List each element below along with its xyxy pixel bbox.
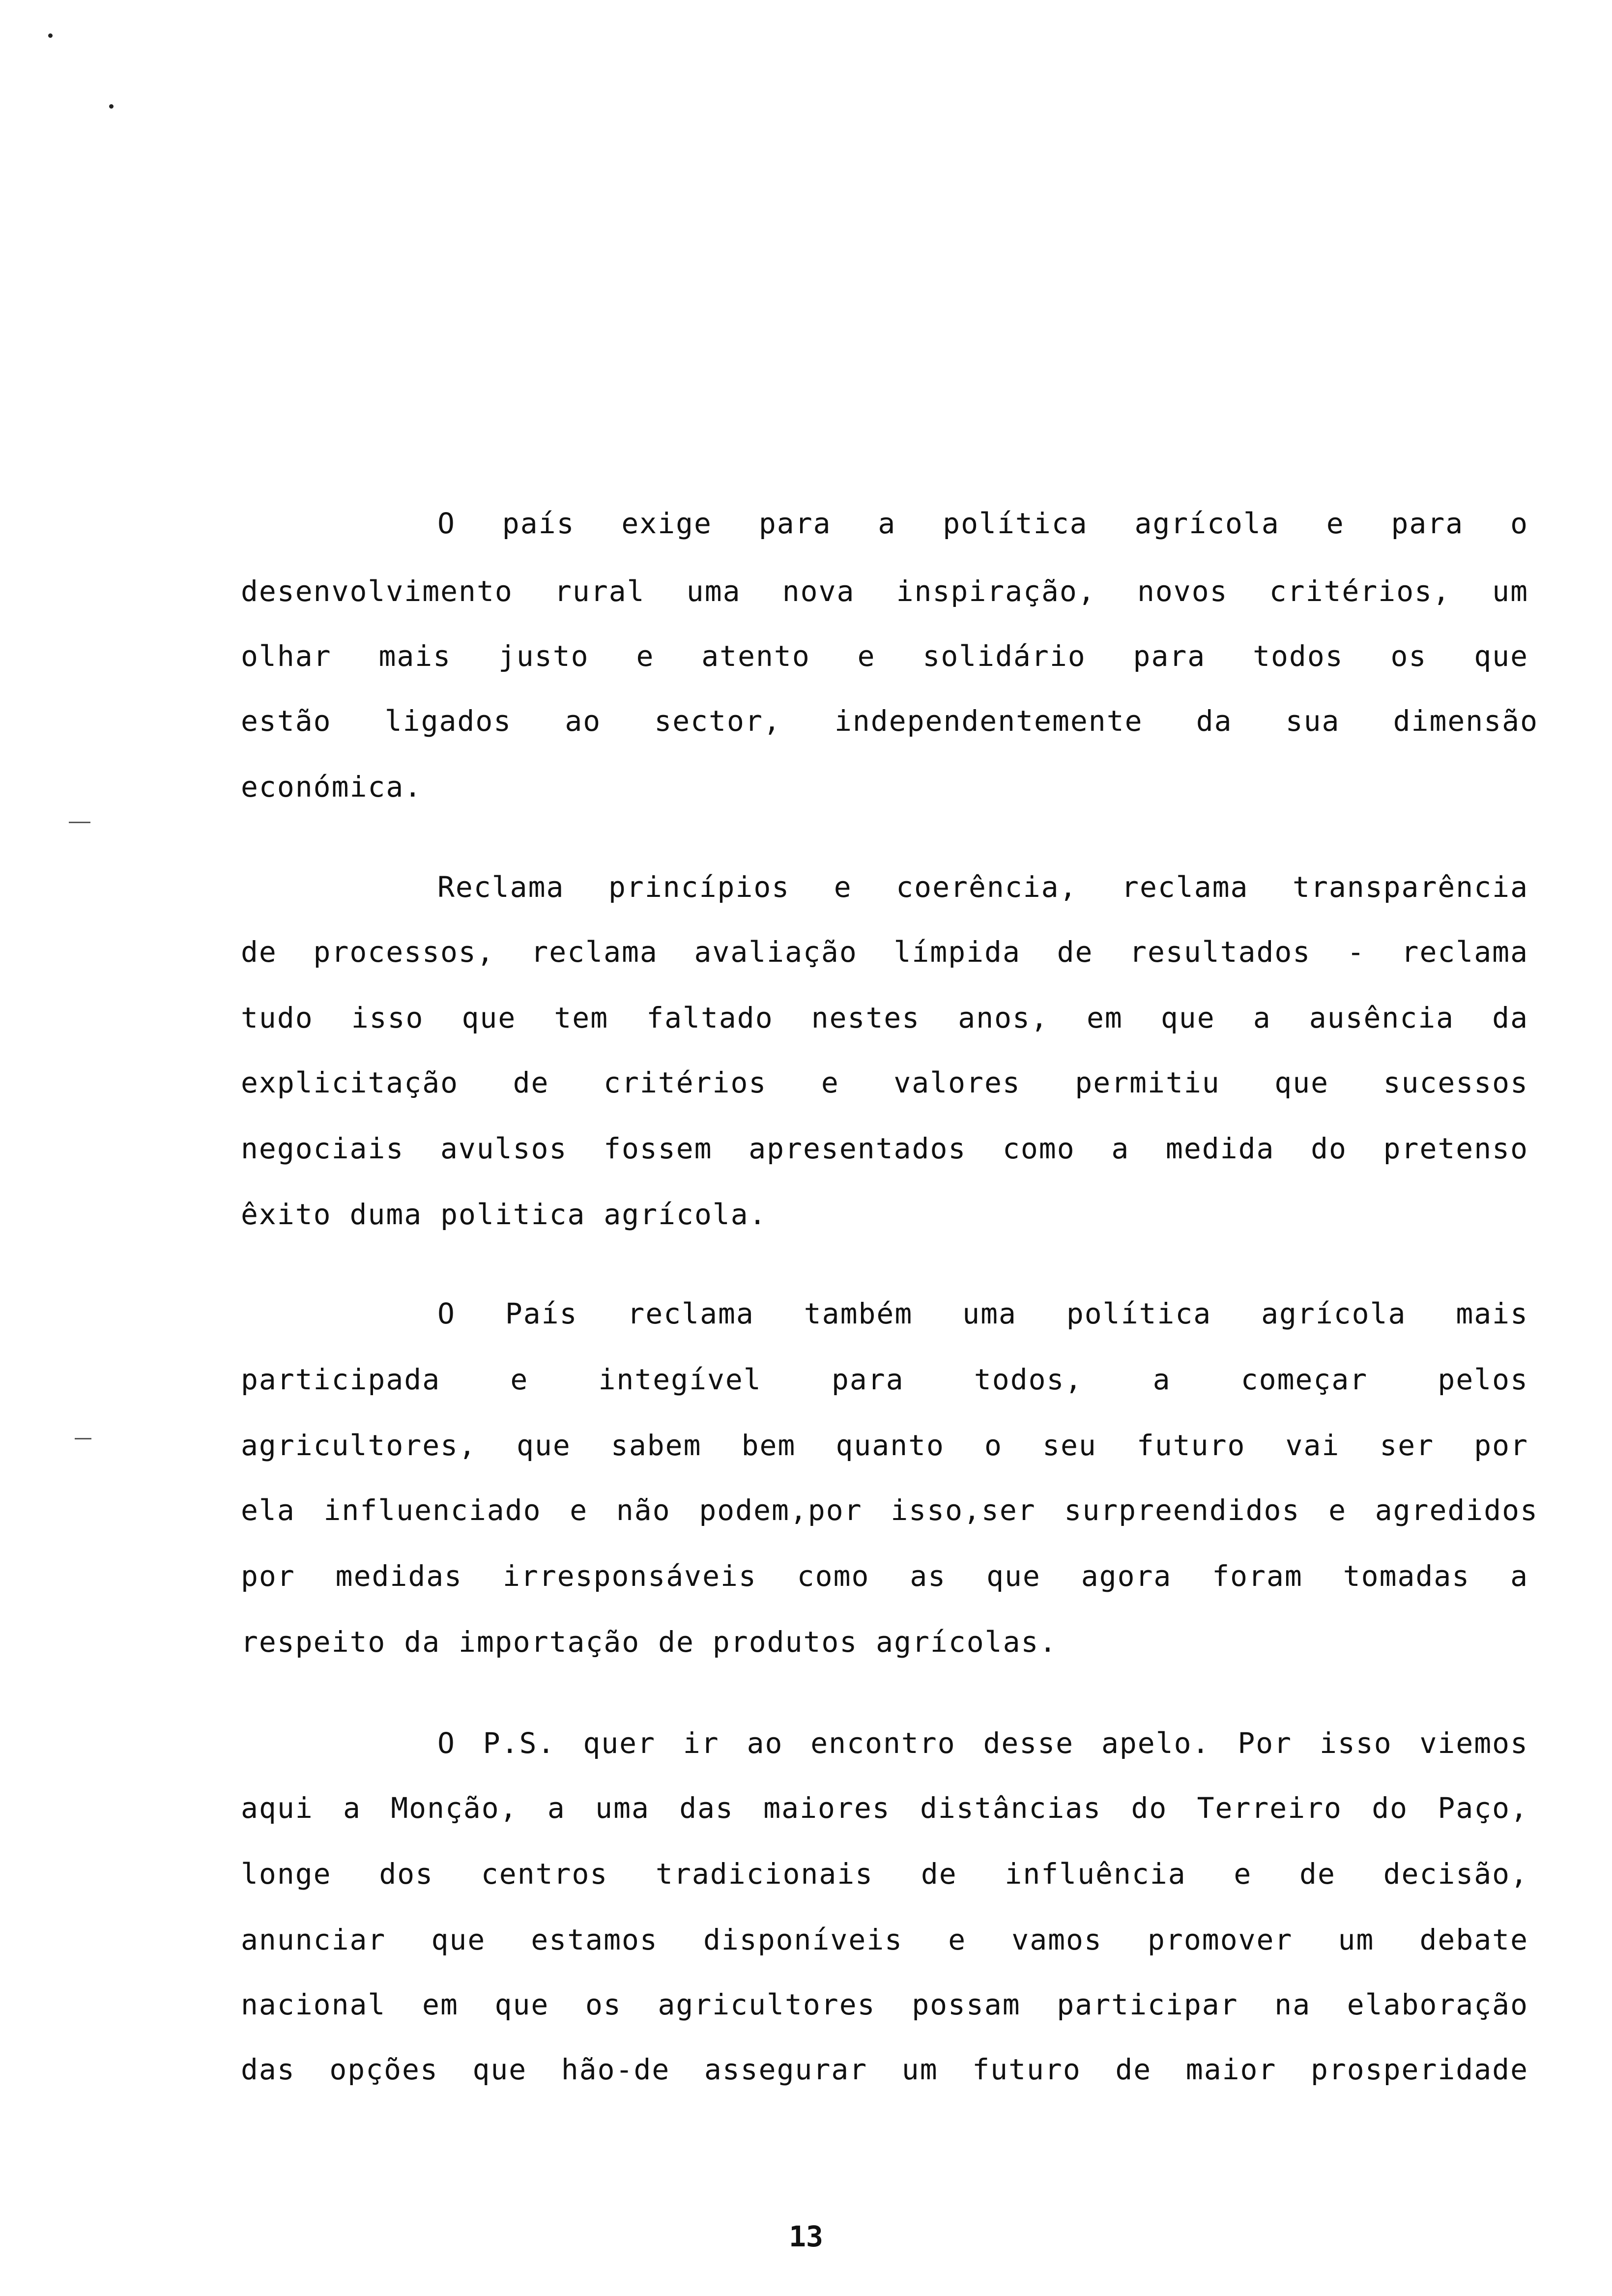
paragraph-3-line-5: por medidas irresponsáveis como as que agora foram tomadas a	[241, 1559, 1528, 1593]
paragraph-3-line-2: participada e integível para todos, a começar pelos	[241, 1363, 1528, 1396]
scan-speck	[48, 33, 53, 38]
paragraph-3-line-6: respeito da importação de produtos agrícolas.	[241, 1625, 1058, 1659]
paragraph-3-line-1: O País reclama também uma política agrícola mais	[437, 1297, 1528, 1330]
margin-mark	[69, 822, 90, 823]
paragraph-2-line-6: êxito duma politica agrícola.	[241, 1198, 767, 1231]
margin-mark	[75, 1438, 91, 1439]
paragraph-4-line-4: anunciar que estamos disponíveis e vamos promover um debate	[241, 1923, 1528, 1956]
paragraph-4-line-6: das opções que hão-de assegurar um futuro de maior prosperidade	[241, 2053, 1528, 2086]
paragraph-2-line-5: negociais avulsos fossem apresentados como a medida do pretenso	[241, 1132, 1528, 1165]
paragraph-2-line-4: explicitação de critérios e valores permitiu que sucessos	[241, 1066, 1528, 1099]
paragraph-1-line-2: desenvolvimento rural uma nova inspiração, novos critérios, um	[241, 574, 1528, 608]
paragraph-3-line-4: ela influenciado e não podem,por isso,ser surpreendidos e agredidos	[241, 1493, 1538, 1527]
paragraph-4-line-1: O P.S. quer ir ao encontro desse apelo. Por isso viemos	[437, 1726, 1528, 1760]
paragraph-2-line-1: Reclama princípios e coerência, reclama transparência	[437, 870, 1528, 904]
paragraph-2-line-2: de processos, reclama avaliação límpida de resultados - reclama	[241, 935, 1528, 969]
paragraph-1-line-3: olhar mais justo e atento e solidário para todos os que	[241, 639, 1528, 673]
paragraph-4-line-3: longe dos centros tradicionais de influência e de decisão,	[241, 1857, 1528, 1891]
scan-speck	[109, 104, 114, 109]
paragraph-4-line-2: aqui a Monção, a uma das maiores distâncias do Terreiro do Paço,	[241, 1791, 1528, 1825]
paragraph-2-line-3: tudo isso que tem faltado nestes anos, em que a ausência da	[241, 1001, 1528, 1034]
paragraph-1-line-5: económica.	[241, 770, 423, 804]
paragraph-1-line-1: O país exige para a política agrícola e para o	[437, 507, 1528, 540]
paragraph-1-line-4: estão ligados ao sector, independentemente da sua dimensão	[241, 704, 1538, 738]
paragraph-3-line-3: agricultores, que sabem bem quanto o seu futuro vai ser por	[241, 1429, 1528, 1462]
paragraph-4-line-5: nacional em que os agricultores possam participar na elaboração	[241, 1988, 1528, 2021]
page-number: 13	[789, 2220, 823, 2253]
